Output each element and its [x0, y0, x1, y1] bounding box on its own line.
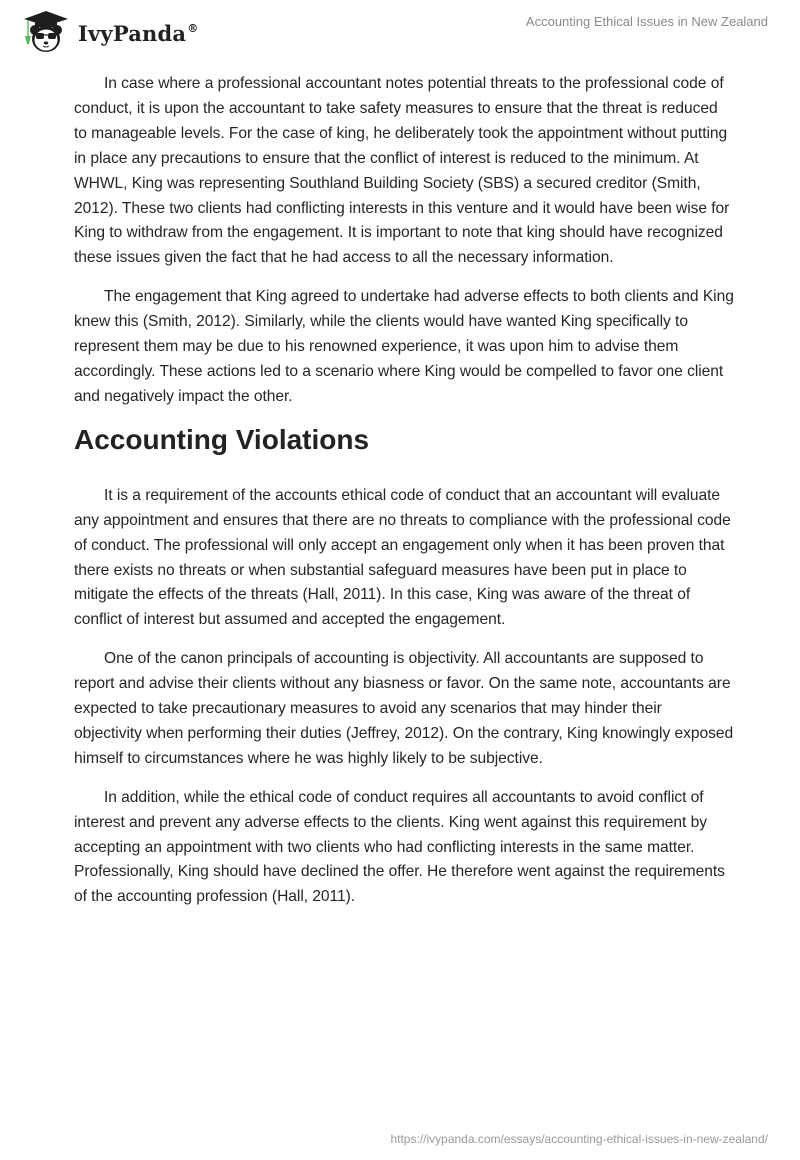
paragraph: One of the canon principals of accounting is objectivity. All accountants are supposed to report and advise their clients without any biasness or favor. On the same note, accountants are expected to take precautionary measures to avoid any scenarios that may hinder their objectivity when performing their duties (Jeffrey, 2012). On the contrary, King knowingly exposed himself to circumstances where he was highly likely to be subjective.: [74, 650, 734, 767]
essay-content: [74, 72, 734, 924]
panda-graduate-icon: [18, 8, 74, 54]
section-heading: Accounting Violations: [74, 423, 370, 455]
ivypanda-logo[interactable]: [18, 8, 198, 54]
document-title: Accounting Ethical Issues in New Zealand: [525, 14, 768, 29]
logo-wordmark: IvyPanda®: [78, 20, 199, 46]
paragraph: In addition, while the ethical code of conduct requires all accountants to avoid conflict of interest and prevent any adverse effects to the clients. King went against this requirement by accepting an appointment with two clients who had conflicting interests in the same matter. Professionally, King should have declined the offer. He therefore went against the requirements of the accounting profession (Hall, 2011).: [74, 788, 725, 906]
paragraph: The engagement that King agreed to undertake had adverse effects to both clients and King knew this (Smith, 2012). Similarly, while the clients would have wanted King specifically to represent them may be due to his renowned experience, it was upon him to advise them accordingly. These actions led to a scenario where King would be compelled to favor one client and negatively impact the other.: [74, 288, 734, 405]
paragraph: In case where a professional accountant notes potential threats to the professional code of conduct, it is upon the accountant to take safety measures to ensure that the threat is reduced to manageable levels. For the case of king, he deliberately took the appointment without putting in place any precautions to ensure that the conflict of interest is reduced to the minimum. At WHWL, King was representing Southland Building Society (SBS) a secured creditor (Smith, 2012). These two clients had conflicting interests in this venture and it would have been wise for King to withdraw from the engagement. It is important to note that king should have recognized these issues given the fact that he had access to all the necessary information.: [74, 75, 730, 267]
source-url[interactable]: https://ivypanda.com/essays/accounting-ethical-issues-in-new-zealand/: [390, 1132, 768, 1146]
paragraph: It is a requirement of the accounts ethical code of conduct that an accountant will evaluate any appointment and ensures that there are no threats to compliance with the professional code of conduct. The professional will only accept an engagement only when it has been proven that there exists no threats or when substantial safeguard measures have been put in place to mitigate the effects of the threats (Hall, 2011). In this case, King was aware of the threat of conflict of interest but assumed and accepted the engagement.: [74, 486, 731, 629]
page-header: [0, 0, 800, 60]
